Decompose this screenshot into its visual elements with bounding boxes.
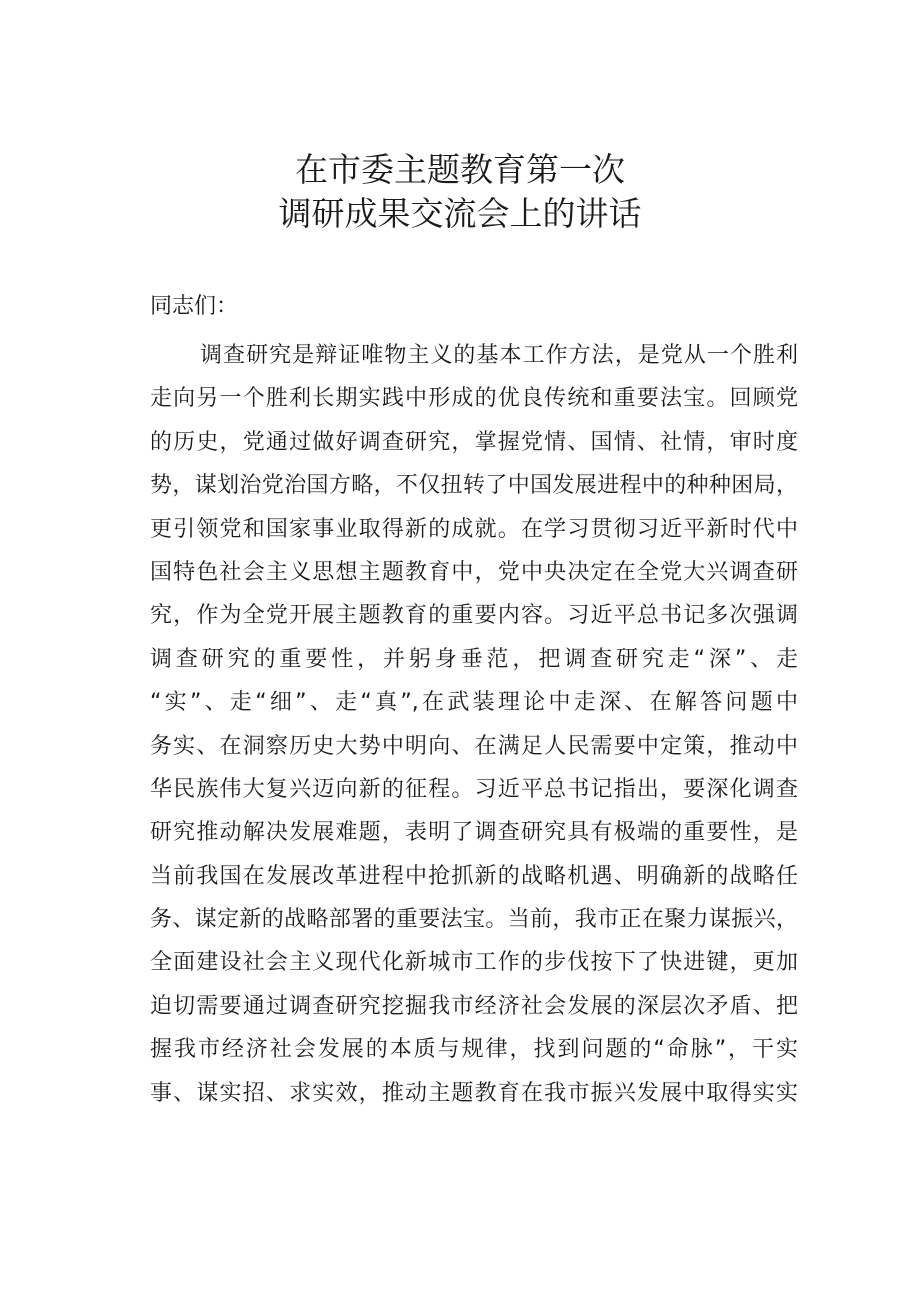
- body-line: 势，谋划治党治国方略，不仅扭转了中国发展进程中的种种困局，: [150, 473, 798, 499]
- body-line: 务实、在洞察历史大势中明向、在满足人民需要中定策，推动中: [150, 733, 798, 759]
- body-line: 更引领党和国家事业取得新的成就。在学习贯彻习近平新时代中: [150, 516, 798, 542]
- body-line: 握我市经济社会发展的本质与规律，找到问题的“命脉”，干实: [150, 1037, 799, 1063]
- body-line: 务、谋定新的战略部署的重要法宝。当前，我市正在聚力谋振兴，: [150, 907, 798, 933]
- body-line: “实”、走“细”、走“真”,在武装理论中走深、在解答问题中: [150, 690, 798, 716]
- body-line: 调查研究的重要性，并躬身垂范，把调查研究走“深”、走: [150, 646, 798, 672]
- body-line: 事、谋实招、求实效，推动主题教育在我市振兴发展中取得实实: [150, 1080, 798, 1106]
- body-line: 走向另一个胜利长期实践中形成的优良传统和重要法宝。回顾党: [150, 386, 798, 412]
- body-line: 全面建设社会主义现代化新城市工作的步伐按下了快进键，更加: [150, 950, 798, 976]
- body-line: 调查研究是辩证唯物主义的基本工作方法，是党从一个胜利: [200, 343, 798, 368]
- body-line: 的历史，党通过做好调查研究，掌握党情、国情、社情，审时度: [150, 429, 798, 455]
- body-line: 迫切需要通过调查研究挖掘我市经济社会发展的深层次矛盾、把: [150, 993, 798, 1019]
- body-line: 究，作为全党开展主题教育的重要内容。习近平总书记多次强调: [150, 603, 798, 629]
- body-line: 当前我国在发展改革进程中抢抓新的战略机遇、明确新的战略任: [150, 863, 798, 889]
- body-line: 国特色社会主义思想主题教育中，党中央决定在全党大兴调查研: [150, 559, 798, 585]
- body-line: 华民族伟大复兴迈向新的征程。习近平总书记指出，要深化调查: [150, 776, 798, 802]
- body-text: [150, 334, 810, 1115]
- title-line-1: 在市委主题教育第一次: [295, 150, 625, 189]
- document-title: [0, 148, 920, 236]
- salutation: 同志们：: [150, 294, 239, 319]
- body-line: 研究推动解决发展难题，表明了调查研究具有极端的重要性，是: [150, 820, 798, 846]
- title-line-2: 调研成果交流会上的讲话: [278, 194, 642, 233]
